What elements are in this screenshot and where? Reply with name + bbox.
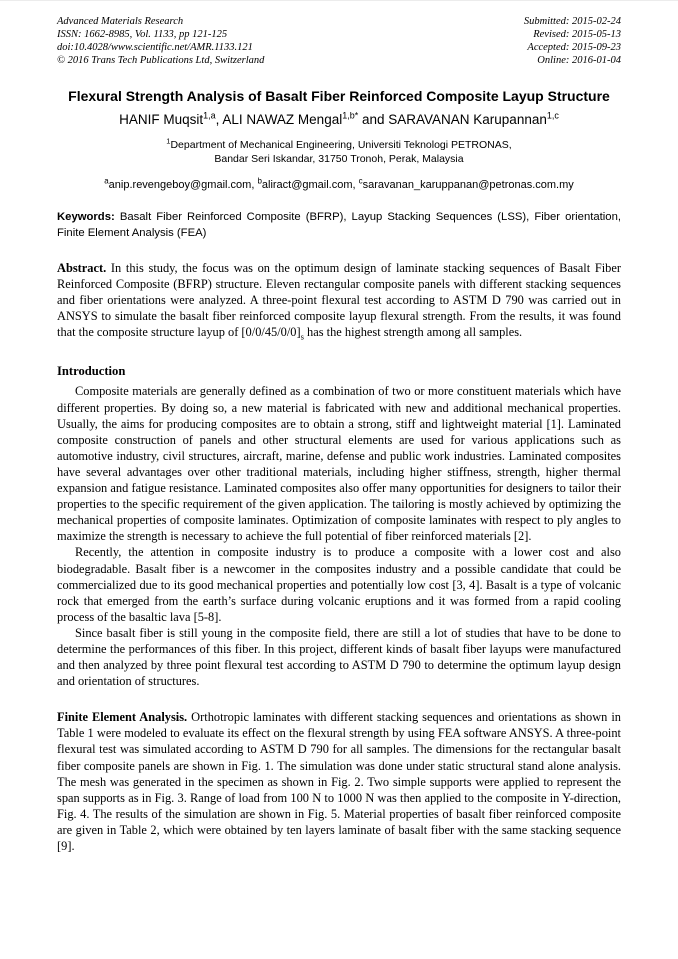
submission-dates	[524, 15, 621, 67]
author-separator: ,	[215, 112, 223, 127]
abstract-text: In this study, the focus was on the optimum design of laminate stacking sequences of Basalt Fiber Reinforced Composite (BFRP) structure. Eleven rectangular composite panels with different stacking sequences and fiber orientations were analyzed. A three-point flexural test according to ASTM D 790 was carried out in ANSYS to simulate the basalt fiber reinforced composite layup flexural strength. From the results, it was found that the composite structure layup of [0/0/45/0/0]	[57, 261, 621, 340]
email-marker: c	[358, 176, 363, 186]
fea-section-text: Orthotropic laminates with different stacking sequences and orientations as shown in Table 1 were modeled to evaluate its effect on the flexural strength by using FEA software ANSYS. A three-point flexural test was simulated according to ASTM D 790 for all samples. The dimensions for the rectangular basalt fiber composite panels are shown in Fig. 1. The simulation was done under static structural stand alone analysis. The mesh was generated in the specimen as shown in Fig. 2. Two simple supports were applied to represent the span supports as in Fig. 3. Range of load from 100 N to 1000 N was then applied to the composite in Y-direction, Fig. 4. The results of the simulation are shown in Fig. 5. Material properties of basalt fiber reinforced composite are given in Table 2, which were obtained by ten layers laminate of basalt fiber with the same stacking sequence [9].	[57, 710, 622, 853]
publication-header	[57, 15, 621, 67]
email-separator: ,	[352, 179, 359, 191]
journal-copyright: © 2016 Trans Tech Publications Ltd, Switzerland	[57, 55, 265, 66]
author-separator: and	[358, 112, 389, 127]
author-emails	[57, 176, 621, 192]
author-name: SARAVANAN Karupannan	[388, 112, 547, 127]
journal-name: Advanced Materials Research	[57, 16, 184, 27]
submitted-date: Submitted: 2015-02-24	[523, 16, 621, 27]
affiliation-marker: 1	[166, 136, 171, 146]
authors-line	[57, 111, 621, 128]
intro-paragraph-2: Recently, the attention in composite industry is to produce a composite with a lower cost and also biodegradable. Basalt fiber is a newcomer in the composites industry and a possible candidate that could be commercialized due to its good mechanical properties and potentially low cost [3, 4]. Basalt is a type of volcanic rock that emerged from the earth’s surface during volcanic eruptions and it was formed from a rapid cooling process of the basaltic lava [5-8].	[57, 545, 621, 624]
email-marker: b	[257, 176, 262, 186]
section-finite-element-analysis	[57, 709, 621, 854]
intro-paragraph-3: Since basalt fiber is still young in the composite field, there are still a lot of studies that have to be done to determine the performances of this fiber. In this project, different kinds of basalt fiber layups were manufactured and then analyzed by three point flexural test according to ASTM D 790 to determine the optimum layup design and orientation of structures.	[57, 625, 621, 689]
email-separator: ,	[251, 179, 258, 191]
affiliation-line-1: $^1$Department of Mechanical Engineering, Universiti Teknologi PETRONAS,	[166, 136, 512, 151]
keywords-block	[57, 210, 621, 241]
section-heading-introduction: Introduction	[57, 364, 126, 379]
author-affiliation-marker: 1,b*	[342, 110, 359, 121]
accepted-date: Accepted: 2015-09-23	[527, 42, 621, 53]
author-affiliation-marker: 1,c	[546, 110, 559, 121]
author-name: HANIF Muqsit	[119, 112, 204, 127]
paper-title: Flexural Strength Analysis of Basalt Fiber Reinforced Composite Layup Structure	[68, 88, 610, 104]
revised-date: Revised: 2015-05-13	[533, 29, 621, 40]
journal-doi: doi:10.4028/www.scientific.net/AMR.1133.121	[57, 42, 253, 53]
email-address: aliract@gmail.com	[261, 179, 353, 191]
keywords-label: Keywords:	[57, 211, 115, 223]
email-marker: a	[104, 176, 109, 186]
abstract-label: Abstract.	[57, 261, 107, 275]
journal-issn-volume: ISSN: 1662-8985, Vol. 1133, pp 121-125	[57, 29, 228, 40]
online-date: Online: 2016-01-04	[537, 55, 621, 66]
keywords-text: Basalt Fiber Reinforced Composite (BFRP), Layup Stacking Sequences (LSS), Fiber orientation, Finite Element Analysis (FEA)	[57, 211, 622, 239]
author-name: ALI NAWAZ Mengal	[222, 112, 343, 127]
email-address: saravanan_karuppanan@petronas.com.my	[362, 179, 574, 191]
affiliation-line-2: Bandar Seri Iskandar, 31750 Tronoh, Perak, Malaysia	[214, 152, 464, 165]
journal-info	[57, 15, 264, 67]
affiliation	[57, 136, 621, 166]
abstract-subscript: s	[300, 331, 304, 342]
email-address: anip.revengeboy@gmail.com	[108, 179, 252, 191]
abstract	[57, 260, 621, 340]
abstract-text-end: has the highest strength among all samples.	[303, 325, 523, 340]
author-affiliation-marker: 1,a	[203, 110, 216, 121]
fea-section-lead: Finite Element Analysis.	[57, 710, 188, 725]
intro-paragraph-1: Composite materials are generally defined as a combination of two or more constituent materials which have different properties. By doing so, a new material is fabricated with new and additional mechanical properties. Usually, the aims for producing composites are to obtain a strong, stiff and lightweight material [1]. Laminated composite construction of panels and other structural elements are used for various applications such as automotive industry, civil structures, aircraft, marine, defense and public work industries. Laminated composites have several advantages over other traditional materials, including higher stiffness, strength, higher thermal expansion and fatigue resistance. Laminated composites also offer many opportunities for designers to tailor their properties to the specific requirement of the given application. The tailoring is mostly achieved by optimizing the mechanical properties of composite laminates. Optimization of composite laminates with respect to ply angles to maximize the strength is necessary to achieve the full potential of fiber reinforced materials [2].	[57, 384, 621, 544]
